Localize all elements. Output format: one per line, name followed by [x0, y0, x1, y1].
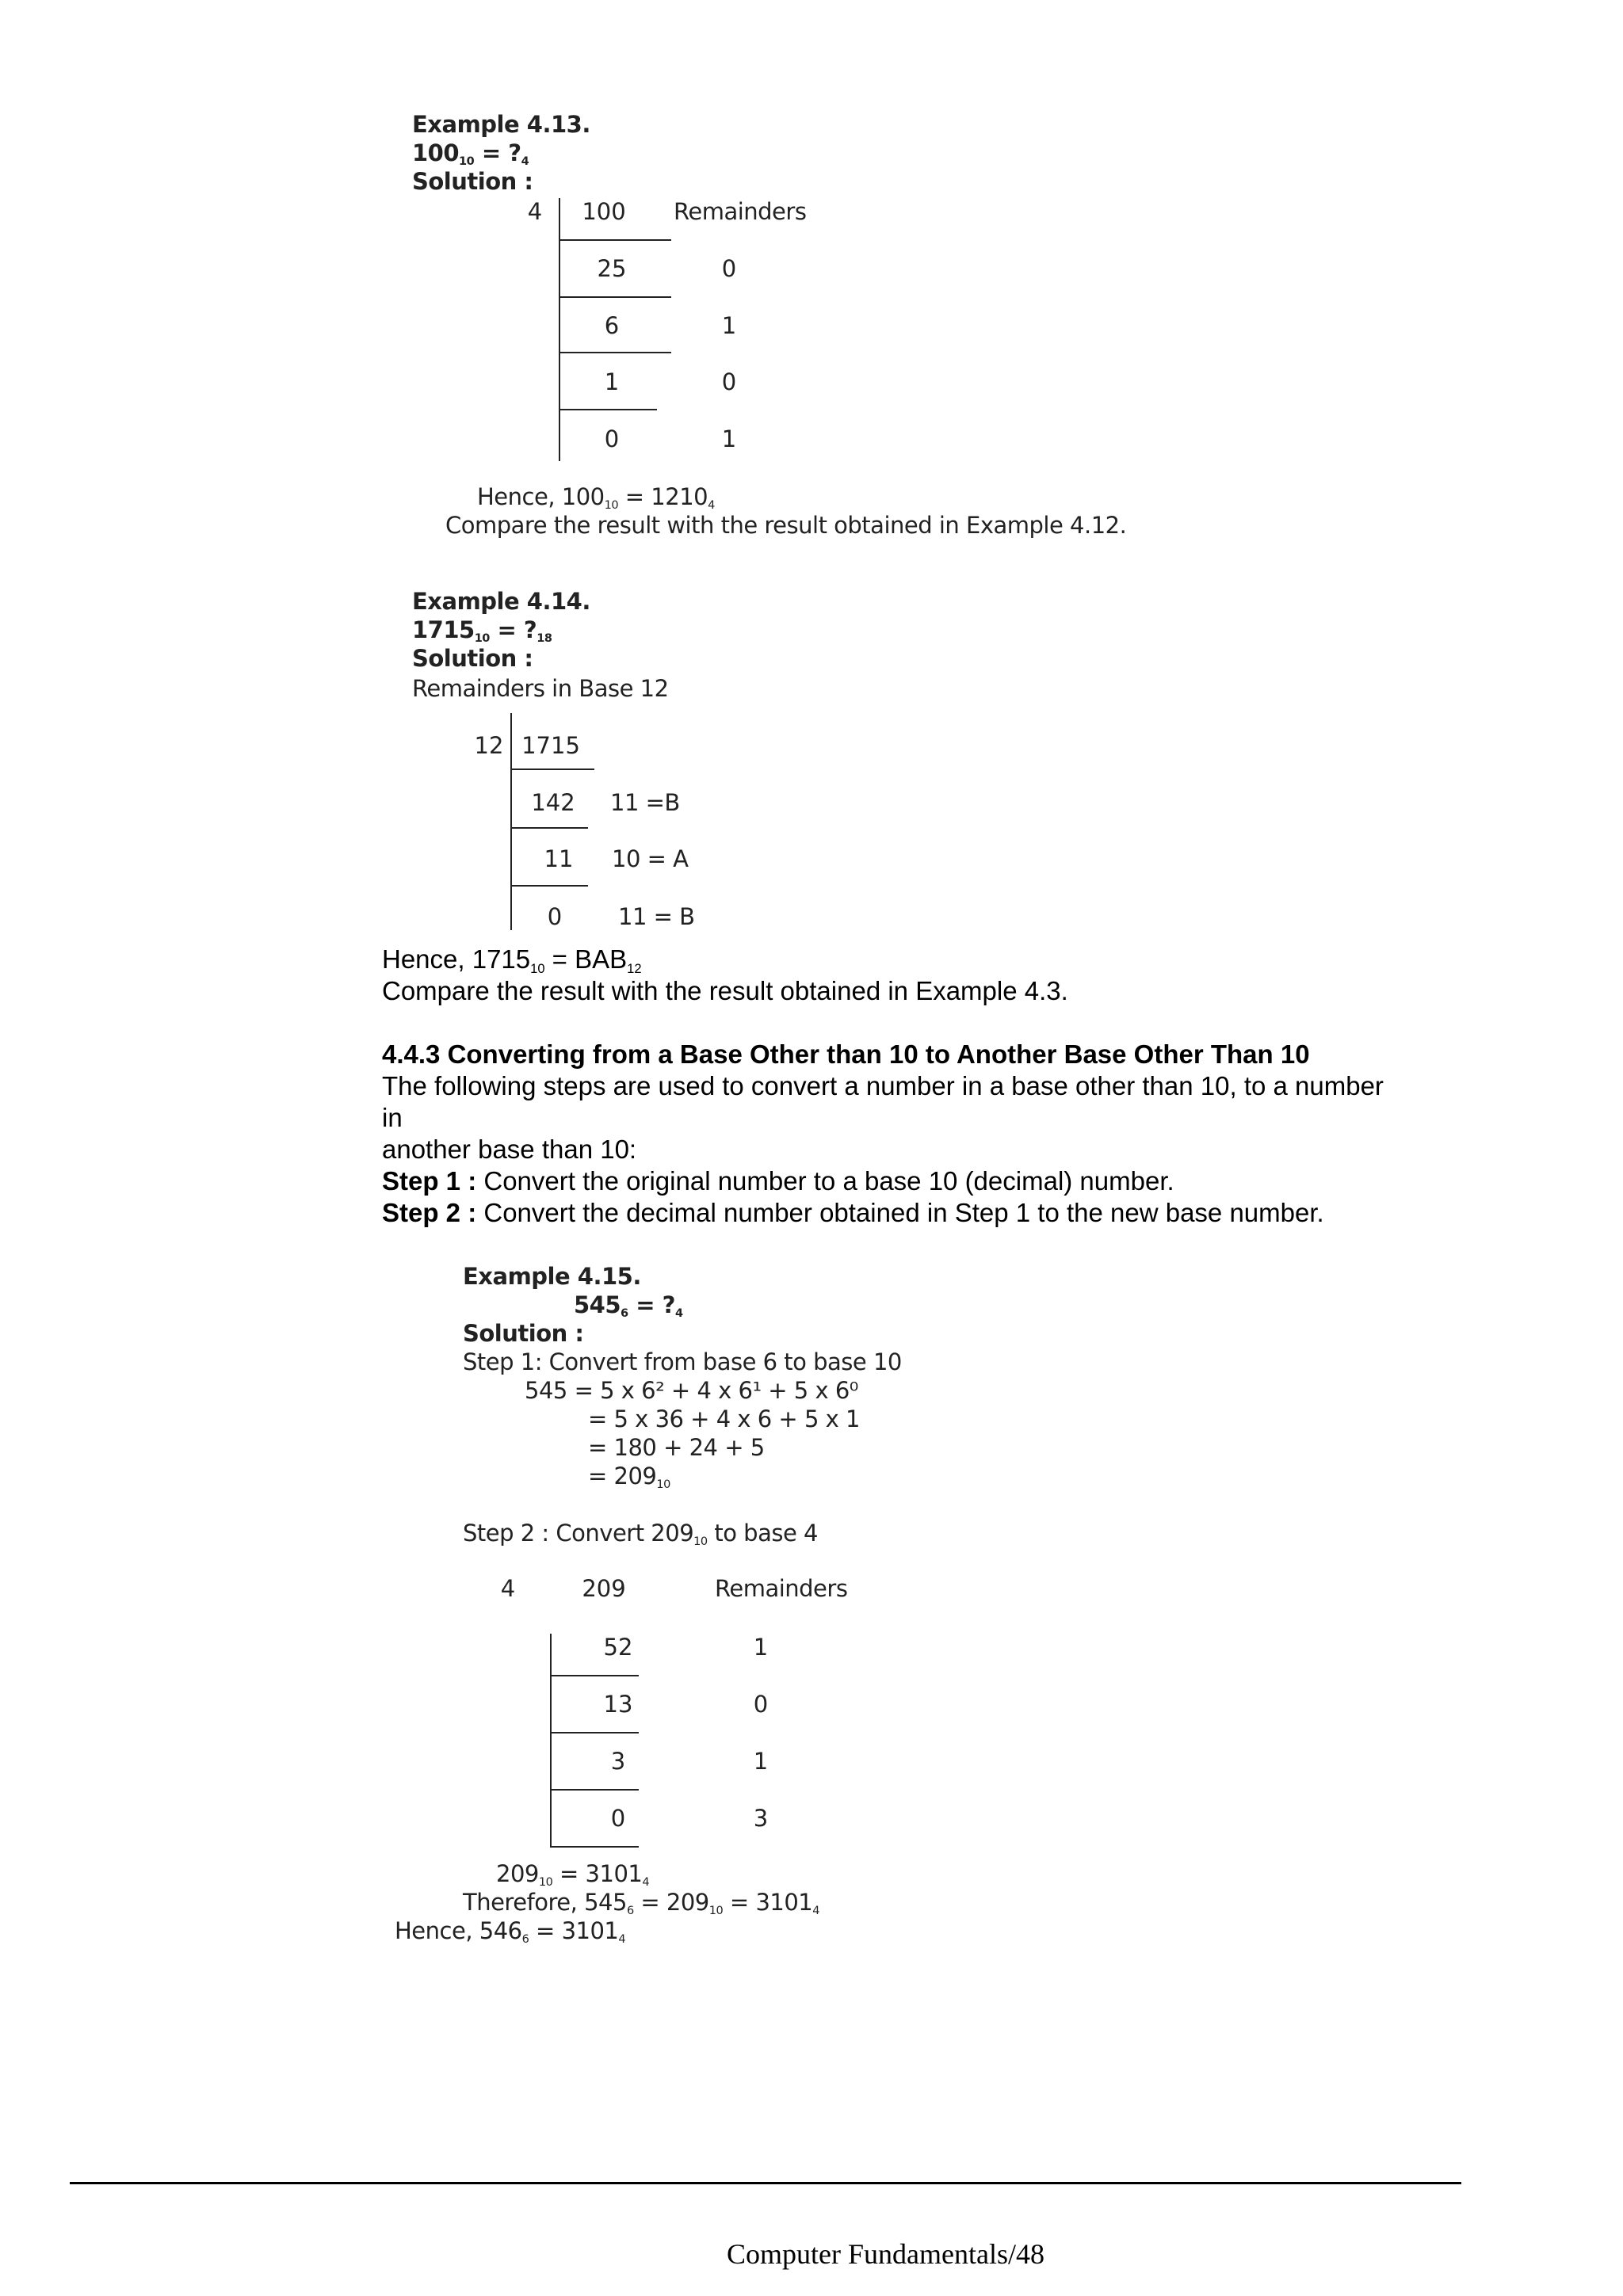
quotient: 1 — [604, 368, 620, 395]
division-bar — [559, 198, 560, 461]
quotient: 3 — [610, 1748, 626, 1775]
example-title: Example 4.13. — [412, 111, 590, 138]
result-line: $209_{10} = 3101_4$ — [496, 1860, 650, 1890]
division-line — [550, 1789, 639, 1791]
calc-line: 545 = 5 x 6² + 4 x 6¹ + 5 x 6⁰ — [525, 1377, 858, 1404]
example-title: Example 4.14. — [412, 588, 590, 615]
solution-label: Solution : — [463, 1320, 584, 1347]
footer-rule — [70, 2182, 1461, 2184]
problem-statement: $545_6$ = $?_4$ — [574, 1291, 683, 1321]
dividend: 100 — [582, 198, 626, 225]
remainder: 3 — [753, 1805, 769, 1832]
divisor: 4 — [500, 1575, 516, 1602]
remainders-header: Remainders — [715, 1575, 848, 1602]
ex414-compare: Compare the result with the result obtained in Example 4.3. — [382, 976, 1068, 1005]
remainder: 1 — [721, 312, 737, 339]
remainders-header: Remainders — [674, 198, 807, 225]
division-line — [550, 1732, 639, 1733]
remainder: 0 — [753, 1691, 769, 1718]
remainder: 11 =B — [610, 789, 680, 816]
paragraph-line: another base than 10: — [382, 1135, 637, 1164]
calc-line: = $209_{10}$ — [588, 1463, 670, 1492]
calc-line: = 5 x 36 + 4 x 6 + 5 x 1 — [588, 1405, 860, 1432]
section-heading: 4.4.3 Converting from a Base Other than 10 to Another Base Other Than 10 — [382, 1039, 1310, 1069]
step-2-text: Step 2 : Convert $209_{10}$ to base 4 — [463, 1520, 818, 1549]
division-line — [550, 1675, 639, 1676]
remainder: 1 — [753, 1634, 769, 1661]
problem-statement: $100_{10}$ = $?_4$ — [412, 139, 529, 169]
remainder: 10 = A — [612, 845, 689, 872]
footer-page-label: Computer Fundamentals/48 — [727, 2238, 1044, 2270]
dividend: 209 — [582, 1575, 626, 1602]
calc-line: = 180 + 24 + 5 — [588, 1434, 765, 1461]
remainder: 0 — [721, 255, 737, 282]
result-line: Therefore, $545_6 = 209_{10} = 3101_4$ — [463, 1889, 819, 1918]
quotient: 52 — [603, 1634, 633, 1661]
remainder: 1 — [721, 425, 737, 452]
division-line — [559, 296, 671, 298]
result-line: Hence, $546_6 = 3101_4$ — [395, 1917, 626, 1947]
quotient: 0 — [547, 903, 563, 930]
dividend: 1715 — [521, 732, 580, 759]
quotient: 142 — [531, 789, 575, 816]
quotient: 11 — [544, 845, 574, 872]
quotient: 25 — [597, 255, 627, 282]
division-line — [510, 769, 594, 770]
step-2: Step 2 : Convert the decimal number obtained in Step 1 to the new base number. — [382, 1198, 1324, 1227]
solution-label: Solution : — [412, 168, 533, 195]
problem-statement: $1715_{10}$ = $?_{18}$ — [412, 616, 552, 646]
divisor: 4 — [527, 198, 543, 225]
remainder: 1 — [753, 1748, 769, 1775]
quotient: 6 — [604, 312, 620, 339]
quotient: 13 — [603, 1691, 633, 1718]
quotient: 0 — [610, 1805, 626, 1832]
division-line — [550, 1846, 639, 1848]
division-bar — [510, 713, 512, 930]
division-line — [559, 409, 657, 410]
subtitle: Remainders in Base 12 — [412, 675, 669, 702]
paragraph-line: in — [382, 1103, 403, 1132]
compare-note: Compare the result with the result obtained in Example 4.12. — [445, 512, 1127, 539]
step-1: Step 1 : Convert the original number to a base 10 (decimal) number. — [382, 1166, 1174, 1196]
division-line — [510, 885, 588, 887]
example-title: Example 4.15. — [463, 1263, 641, 1290]
result-line: Hence, $100_{10} = 1210_4$ — [477, 483, 715, 513]
divisor: 12 — [474, 732, 504, 759]
step-1-text: Step 1: Convert from base 6 to base 10 — [463, 1348, 902, 1375]
division-bar — [550, 1634, 552, 1848]
paragraph-line: The following steps are used to convert a number in a base other than 10, to a number — [382, 1071, 1384, 1100]
division-line — [559, 239, 671, 241]
division-line — [510, 827, 588, 829]
division-line — [559, 352, 671, 353]
ex414-result: Hence, $1715_{10} = BAB_{12}$ — [382, 944, 642, 976]
remainder: 11 = B — [618, 903, 695, 930]
quotient: 0 — [604, 425, 620, 452]
remainder: 0 — [721, 368, 737, 395]
solution-label: Solution : — [412, 645, 533, 672]
